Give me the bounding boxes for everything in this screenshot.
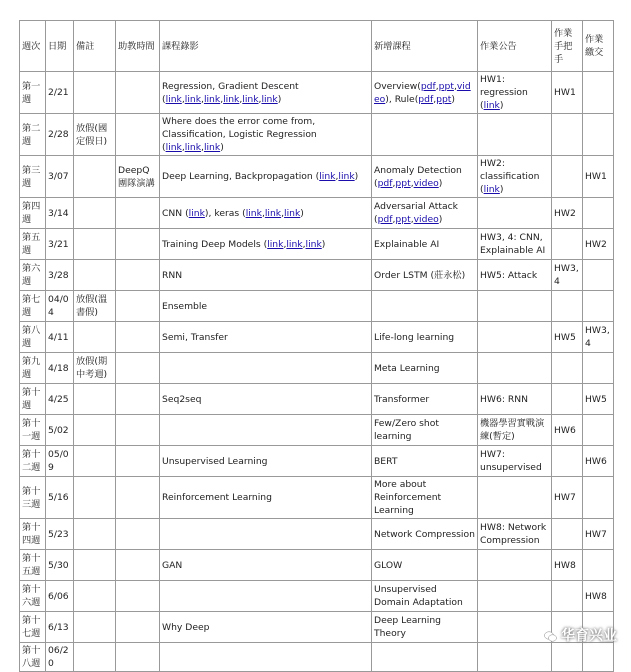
- text-segment: ,: [258, 93, 262, 105]
- week-cell: 第十三週: [20, 477, 46, 519]
- text-segment: ,: [181, 93, 185, 105]
- hw-guide-cell: [552, 291, 583, 322]
- text-segment: RNN: [162, 269, 183, 281]
- link[interactable]: ppt: [395, 214, 411, 225]
- link[interactable]: link: [165, 93, 182, 105]
- new-course-cell: [372, 114, 478, 156]
- note-cell: [74, 643, 116, 672]
- ta-time-cell: [116, 519, 160, 550]
- note-cell: [74, 581, 116, 612]
- lecture-video-cell: [160, 581, 372, 612]
- date-cell: 5/02: [46, 415, 74, 446]
- link[interactable]: link: [223, 93, 240, 105]
- header-ta-time: 助教時間: [116, 21, 160, 72]
- week-cell: 第十八週: [20, 643, 46, 672]
- lecture-video-cell: [160, 612, 372, 643]
- table-row: [20, 353, 614, 384]
- ta-time-cell: [116, 291, 160, 322]
- text-segment: ,: [281, 207, 285, 219]
- week-cell: 第五週: [20, 229, 46, 260]
- text-segment: ): [354, 171, 359, 182]
- week-cell: 第十五週: [20, 550, 46, 581]
- hw-guide-cell: [552, 384, 583, 415]
- note-cell: [74, 198, 116, 229]
- hw-announcement-cell: [478, 353, 552, 384]
- week-cell: 第八週: [20, 322, 46, 353]
- text-segment: GLOW: [374, 559, 403, 571]
- table-row: [20, 550, 614, 581]
- link[interactable]: video: [413, 214, 439, 225]
- note-cell: [74, 477, 116, 519]
- text-segment: ,: [453, 80, 457, 92]
- new-course-cell: [372, 229, 478, 260]
- link[interactable]: link: [483, 184, 500, 195]
- ta-time-cell: [116, 72, 160, 114]
- course-schedule-table: [19, 20, 614, 672]
- lecture-video-cell: [160, 322, 372, 353]
- new-course-cell: [372, 446, 478, 477]
- hw-submit-cell: HW5: [583, 384, 614, 415]
- ta-time-cell: [116, 550, 160, 581]
- link[interactable]: video: [374, 80, 471, 105]
- text-segment: ,: [435, 80, 439, 92]
- ta-time-cell: [116, 384, 160, 415]
- week-cell: 第六週: [20, 260, 46, 291]
- text-segment: 機器學習實戰演練(暫定): [480, 418, 545, 442]
- text-segment: Adversarial Attack (: [374, 201, 459, 225]
- text-segment: ): [300, 207, 304, 219]
- table-row: [20, 156, 614, 198]
- header-hw-submit: 作業繳交: [583, 21, 614, 72]
- ta-time-cell: [116, 643, 160, 672]
- link[interactable]: link: [483, 100, 500, 111]
- hw-guide-cell: [552, 581, 583, 612]
- week-cell: 第四週: [20, 198, 46, 229]
- text-segment: Unsupervised Domain Adaptation: [374, 584, 463, 608]
- header-row: [20, 21, 614, 72]
- week-cell: 第十四週: [20, 519, 46, 550]
- link[interactable]: link: [264, 207, 282, 219]
- table-row: [20, 612, 614, 643]
- week-cell: 第二週: [20, 114, 46, 156]
- ta-time-cell: [116, 612, 160, 643]
- date-cell: 3/21: [46, 229, 74, 260]
- lecture-video-cell: [160, 229, 372, 260]
- hw-guide-cell: HW1: [552, 72, 583, 114]
- date-cell: 4/25: [46, 384, 74, 415]
- table-row: [20, 581, 614, 612]
- hw-submit-cell: [583, 291, 614, 322]
- note-cell: 放假(國定假日): [74, 114, 116, 156]
- date-cell: 04/04: [46, 291, 74, 322]
- date-cell: 2/28: [46, 114, 74, 156]
- note-cell: [74, 384, 116, 415]
- new-course-cell: [372, 519, 478, 550]
- table-row: [20, 114, 614, 156]
- text-segment: GAN: [162, 559, 183, 571]
- text-segment: ,: [220, 93, 224, 105]
- hw-announcement-cell: [478, 72, 552, 114]
- date-cell: 5/23: [46, 519, 74, 550]
- link[interactable]: link: [286, 238, 303, 250]
- note-cell: [74, 260, 116, 291]
- hw-announcement-cell: [478, 114, 552, 156]
- schedule-body: [20, 72, 614, 672]
- hw-announcement-cell: [478, 446, 552, 477]
- hw-announcement-cell: [478, 415, 552, 446]
- ta-time-cell: [116, 260, 160, 291]
- lecture-video-cell: [160, 156, 372, 198]
- note-cell: [74, 446, 116, 477]
- wechat-icon: [544, 631, 557, 642]
- text-segment: Semi, Transfer: [162, 331, 228, 343]
- text-segment: ): [438, 214, 443, 225]
- new-course-cell: [372, 260, 478, 291]
- text-segment: Network Compression: [374, 528, 475, 540]
- text-segment: ,: [410, 214, 414, 225]
- hw-submit-cell: [583, 477, 614, 519]
- note-cell: 放假(溫書假): [74, 291, 116, 322]
- note-cell: [74, 550, 116, 581]
- table-row: [20, 643, 614, 672]
- ta-time-cell: [116, 322, 160, 353]
- note-cell: [74, 519, 116, 550]
- lecture-video-cell: [160, 198, 372, 229]
- text-segment: ,: [433, 93, 437, 105]
- week-cell: 第七週: [20, 291, 46, 322]
- note-cell: 放假(期中考週): [74, 353, 116, 384]
- text-segment: Life-long learning: [374, 331, 455, 343]
- date-cell: 2/21: [46, 72, 74, 114]
- week-cell: 第十二週: [20, 446, 46, 477]
- week-cell: 第十六週: [20, 581, 46, 612]
- week-cell: 第三週: [20, 156, 46, 198]
- text-segment: ), keras (: [204, 207, 246, 219]
- link[interactable]: ppt: [436, 93, 452, 105]
- table-row: [20, 72, 614, 114]
- ta-time-cell: [116, 581, 160, 612]
- text-segment: ,: [302, 238, 306, 250]
- hw-submit-cell: HW1: [583, 156, 614, 198]
- lecture-video-cell: [160, 643, 372, 672]
- date-cell: 5/30: [46, 550, 74, 581]
- link[interactable]: pdf: [418, 93, 434, 105]
- hw-announcement-cell: [478, 291, 552, 322]
- date-cell: 4/11: [46, 322, 74, 353]
- ta-time-cell: [116, 415, 160, 446]
- table-row: [20, 415, 614, 446]
- hw-announcement-cell: [478, 581, 552, 612]
- link[interactable]: link: [245, 207, 262, 219]
- hw-submit-cell: [583, 353, 614, 384]
- hw-guide-cell: [552, 156, 583, 198]
- hw-guide-cell: [552, 114, 583, 156]
- watermark: [544, 625, 617, 645]
- ta-time-cell: [116, 353, 160, 384]
- hw-announcement-cell: [478, 550, 552, 581]
- hw-announcement-cell: [478, 229, 552, 260]
- text-segment: ): [321, 238, 326, 250]
- text-segment: ): [499, 100, 504, 111]
- hw-announcement-cell: [478, 198, 552, 229]
- link[interactable]: link: [188, 207, 205, 219]
- text-segment: ,: [392, 214, 396, 225]
- text-segment: Seq2seq: [162, 393, 202, 405]
- link[interactable]: link: [165, 142, 182, 153]
- date-cell: 06/20: [46, 643, 74, 672]
- link[interactable]: pdf: [377, 177, 393, 189]
- header-note: 備註: [74, 21, 116, 72]
- link[interactable]: link: [242, 93, 259, 105]
- link[interactable]: link: [305, 238, 322, 250]
- hw-guide-cell: HW6: [552, 415, 583, 446]
- new-course-cell: [372, 612, 478, 643]
- table-row: [20, 260, 614, 291]
- text-segment: Deep Learning, Backpropagation (: [162, 171, 320, 182]
- hw-guide-cell: HW5: [552, 322, 583, 353]
- table-row: [20, 446, 614, 477]
- lecture-video-cell: [160, 477, 372, 519]
- link[interactable]: pdf: [420, 80, 436, 92]
- text-segment: HW8: Network Compression: [480, 522, 547, 546]
- text-segment: ,: [410, 177, 414, 189]
- hw-submit-cell: [583, 114, 614, 156]
- week-cell: 第九週: [20, 353, 46, 384]
- table-row: [20, 291, 614, 322]
- text-segment: Meta Learning: [374, 362, 440, 374]
- text-segment: ): [499, 184, 504, 195]
- text-segment: HW1: regression (: [480, 74, 528, 111]
- text-segment: Deep Learning Theory: [374, 615, 442, 639]
- note-cell: [74, 322, 116, 353]
- text-segment: ,: [201, 93, 204, 105]
- hw-announcement-cell: [478, 156, 552, 198]
- link[interactable]: link: [203, 93, 221, 105]
- new-course-cell: [372, 643, 478, 672]
- text-segment: ): [220, 142, 224, 153]
- link[interactable]: link: [284, 207, 301, 219]
- new-course-cell: [372, 198, 478, 229]
- header-hw-announcement: 作業公告: [478, 21, 552, 72]
- date-cell: 6/06: [46, 581, 74, 612]
- lecture-video-cell: [160, 114, 372, 156]
- text-segment: Unsupervised Learning: [162, 455, 268, 467]
- new-course-cell: [372, 415, 478, 446]
- header-date: 日期: [46, 21, 74, 72]
- new-course-cell: [372, 581, 478, 612]
- new-course-cell: [372, 353, 478, 384]
- text-segment: ): [438, 177, 443, 189]
- new-course-cell: [372, 384, 478, 415]
- link[interactable]: link: [261, 93, 278, 105]
- text-segment: ), Rule(: [385, 93, 419, 105]
- text-segment: HW6: RNN: [480, 393, 528, 405]
- header-hw-guide: 作業手把手: [552, 21, 583, 72]
- text-segment: Training Deep Models (: [162, 238, 268, 250]
- date-cell: 6/13: [46, 612, 74, 643]
- text-segment: ,: [181, 142, 185, 153]
- header-new-course: 新增課程: [372, 21, 478, 72]
- hw-submit-cell: [583, 643, 614, 672]
- ta-time-cell: [116, 198, 160, 229]
- text-segment: ,: [239, 93, 243, 105]
- text-segment: HW7: unsupervised: [480, 449, 542, 473]
- text-segment: HW2: classification (: [480, 158, 540, 195]
- lecture-video-cell: [160, 446, 372, 477]
- lecture-video-cell: [160, 415, 372, 446]
- week-cell: 第十週: [20, 384, 46, 415]
- ta-time-cell: [116, 477, 160, 519]
- table-row: [20, 198, 614, 229]
- text-segment: ,: [283, 238, 287, 250]
- text-segment: ): [277, 93, 282, 105]
- hw-submit-cell: [583, 198, 614, 229]
- text-segment: ): [451, 93, 455, 105]
- text-segment: Few/Zero shot learning: [374, 418, 439, 442]
- date-cell: 5/16: [46, 477, 74, 519]
- date-cell: 4/18: [46, 353, 74, 384]
- table-row: [20, 229, 614, 260]
- link[interactable]: ppt: [395, 177, 411, 189]
- text-segment: HW3, 4: CNN, Explainable AI: [480, 232, 546, 256]
- link[interactable]: link: [338, 171, 355, 182]
- hw-guide-cell: HW3, 4: [552, 260, 583, 291]
- link[interactable]: link: [319, 171, 336, 182]
- hw-guide-cell: HW8: [552, 550, 583, 581]
- hw-submit-cell: [583, 260, 614, 291]
- hw-submit-cell: HW8: [583, 581, 614, 612]
- date-cell: 3/14: [46, 198, 74, 229]
- new-course-cell: [372, 322, 478, 353]
- text-segment: Order LSTM (莊永松): [374, 269, 466, 281]
- hw-announcement-cell: [478, 322, 552, 353]
- hw-announcement-cell: [478, 643, 552, 672]
- new-course-cell: [372, 477, 478, 519]
- hw-submit-cell: HW2: [583, 229, 614, 260]
- ta-time-cell: DeepQ團隊演講: [116, 156, 160, 198]
- text-segment: Regression, Gradient Descent (: [162, 80, 299, 105]
- week-cell: 第十七週: [20, 612, 46, 643]
- hw-announcement-cell: [478, 260, 552, 291]
- table-row: [20, 477, 614, 519]
- hw-guide-cell: [552, 643, 583, 672]
- ta-time-cell: [116, 446, 160, 477]
- ta-time-cell: [116, 229, 160, 260]
- text-segment: HW5: Attack: [480, 269, 538, 281]
- new-course-cell: [372, 550, 478, 581]
- hw-guide-cell: HW7: [552, 477, 583, 519]
- link[interactable]: link: [184, 93, 202, 105]
- table-row: [20, 322, 614, 353]
- link[interactable]: link: [184, 142, 202, 153]
- lecture-video-cell: [160, 519, 372, 550]
- text-segment: CNN (: [162, 207, 189, 219]
- lecture-video-cell: [160, 384, 372, 415]
- hw-guide-cell: [552, 229, 583, 260]
- link[interactable]: link: [267, 238, 284, 250]
- text-segment: ,: [335, 171, 339, 182]
- header-week: 週次: [20, 21, 46, 72]
- hw-announcement-cell: [478, 519, 552, 550]
- new-course-cell: [372, 72, 478, 114]
- lecture-video-cell: [160, 72, 372, 114]
- lecture-video-cell: [160, 260, 372, 291]
- hw-guide-cell: HW2: [552, 198, 583, 229]
- text-segment: Transformer: [374, 393, 430, 405]
- header-lecture-video: 課程錄影: [160, 21, 372, 72]
- link[interactable]: link: [203, 142, 221, 153]
- hw-submit-cell: HW6: [583, 446, 614, 477]
- note-cell: [74, 415, 116, 446]
- ta-time-cell: [116, 114, 160, 156]
- text-segment: ,: [392, 177, 396, 189]
- text-segment: Anomaly Detection (: [374, 164, 462, 189]
- text-segment: More about Reinforcement Learning: [374, 479, 442, 516]
- text-segment: Overview(: [374, 80, 421, 92]
- text-segment: ,: [201, 142, 204, 153]
- hw-announcement-cell: [478, 384, 552, 415]
- week-cell: 第一週: [20, 72, 46, 114]
- hw-submit-cell: [583, 72, 614, 114]
- week-cell: 第十一週: [20, 415, 46, 446]
- link[interactable]: video: [413, 177, 439, 189]
- table-row: [20, 384, 614, 415]
- link[interactable]: ppt: [438, 80, 454, 92]
- hw-submit-cell: HW7: [583, 519, 614, 550]
- date-cell: 05/09: [46, 446, 74, 477]
- hw-submit-cell: [583, 550, 614, 581]
- note-cell: [74, 156, 116, 198]
- hw-guide-cell: [552, 446, 583, 477]
- date-cell: 3/28: [46, 260, 74, 291]
- date-cell: 3/07: [46, 156, 74, 198]
- hw-announcement-cell: [478, 477, 552, 519]
- watermark-text: 华育兴业: [561, 628, 617, 644]
- table-row: [20, 519, 614, 550]
- new-course-cell: [372, 156, 478, 198]
- text-segment: Where does the error come from, Classification, Logistic Regression (: [162, 116, 317, 153]
- note-cell: [74, 72, 116, 114]
- hw-submit-cell: HW3, 4: [583, 322, 614, 353]
- text-segment: Explainable AI: [374, 238, 440, 250]
- lecture-video-cell: [160, 550, 372, 581]
- lecture-video-cell: [160, 291, 372, 322]
- lecture-video-cell: [160, 353, 372, 384]
- hw-guide-cell: [552, 353, 583, 384]
- text-segment: Reinforcement Learning: [162, 492, 272, 503]
- hw-guide-cell: [552, 519, 583, 550]
- note-cell: [74, 612, 116, 643]
- hw-announcement-cell: [478, 612, 552, 643]
- note-cell: [74, 229, 116, 260]
- link[interactable]: pdf: [377, 214, 393, 225]
- new-course-cell: [372, 291, 478, 322]
- hw-submit-cell: [583, 415, 614, 446]
- text-segment: Why Deep: [162, 621, 210, 633]
- text-segment: ,: [261, 207, 265, 219]
- text-segment: Ensemble: [162, 300, 208, 312]
- text-segment: BERT: [374, 455, 398, 467]
